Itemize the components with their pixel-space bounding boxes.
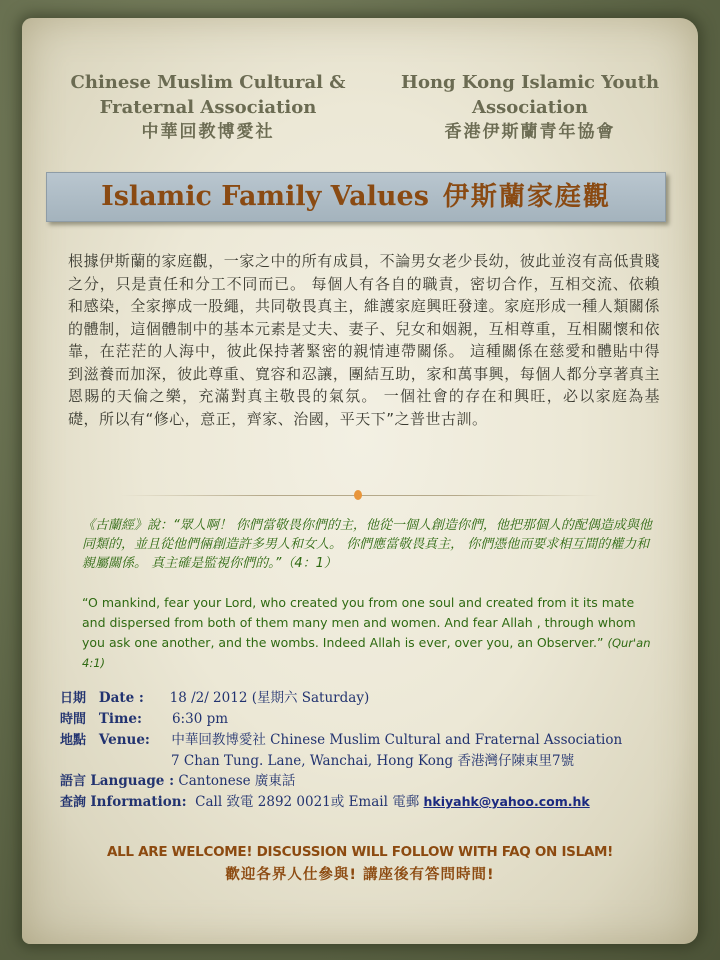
venue-value-line2: 7 Chan Tung. Lane, Wanchai, Hong Kong 香港灣仔陳東里7號 (171, 753, 575, 769)
language-label-zh: 語言 (60, 774, 87, 789)
organizer-right-name-line2: Association (472, 97, 588, 118)
quran-quote-en-text: “O mankind, fear your Lord, who created you from one soul and created from it its mate and dispersed from both of them many men and women. And fear Allah , through whom you ask one another, and the wombs. Indeed Allah is ever, over you, an Observer.” (82, 595, 636, 650)
organizer-left-name-line1: Chinese Muslim Cultural & (70, 72, 346, 93)
time-row (60, 709, 690, 730)
email-link[interactable]: hkiyahk@yahoo.com.hk (423, 794, 590, 809)
title-zh: 伊斯蘭家庭觀 (442, 182, 611, 212)
information-label-zh: 查詢 (60, 795, 87, 810)
organizer-left-name-line2: Fraternal Association (99, 97, 317, 118)
quran-quote-en (82, 593, 657, 673)
date-value: 18 /2/ 2012 (星期六 Saturday) (169, 690, 370, 706)
time-label-en: Time: (98, 711, 142, 727)
quran-quote-zh: 《古蘭經》說：“眾人啊！ 你們當敬畏你們的主，他從一個人創造你們，他把那個人的配偶造成與他同類的，並且從他們倆創造許多男人和女人。 你們應當敬畏真主， 你們憑他而要求相互間的權力和親屬關係。 真主確是監視你們的。”（4：1） (82, 518, 652, 571)
language-value: Cantonese 廣東話 (178, 773, 296, 789)
date-row (60, 688, 690, 709)
venue-row-2 (60, 751, 690, 771)
venue-value-line1: 中華回教博愛社 Chinese Muslim Cultural and Fraternal Association (171, 732, 623, 748)
title-en: Islamic Family Values (101, 181, 429, 212)
divider-ornament (354, 490, 362, 500)
event-details (60, 688, 690, 813)
date-label-en: Date : (98, 690, 144, 706)
welcome-message-en: ALL ARE WELCOME! DISCUSSION WILL FOLLOW WITH FAQ ON ISLAM! (106, 844, 614, 860)
organizer-right (390, 70, 670, 145)
title-banner (46, 172, 666, 222)
venue-row (60, 730, 690, 751)
time-label-zh: 時間 (60, 712, 87, 727)
organizer-left (58, 70, 358, 145)
organizer-left-name-zh: 中華回教博愛社 (141, 122, 275, 142)
organizer-right-name-line1: Hong Kong Islamic Youth (400, 72, 660, 93)
welcome-message-zh: 歡迎各界人仕參與! 講座後有答問時間! (225, 867, 495, 883)
information-label-en: Information: (90, 794, 187, 810)
information-row (60, 792, 690, 813)
intro-paragraph: 根據伊斯蘭的家庭觀，一家之中的所有成員，不論男女老少長幼，彼此並沒有高低貴賤之分，只是責任和分工不同而已。 每個人有各自的職責，密切合作，互相交流、依賴和感染，全家擰成一股繩，共同敬畏真主，維護家庭興旺發達。家庭形成一種人類關係的體制，這個體制中的基本元素是丈夫、妻子、兒女和姻親，互相尊重，互相關懷和依靠，在茫茫的人海中，彼此保持著緊密的親情連帶關係。 這種關係在慈愛和體貼中得到滋養而加深，彼此尊重、寬容和忍讓，團結互助，家和萬事興，每個人都分享著真主恩賜的天倫之樂，充滿對真主敬畏的氣氛。 一個社會的存在和興旺，必以家庭為基礎，所以有“修心，意正，齊家、治國，平天下”之普世古訓。 (68, 252, 660, 428)
organizer-right-name-zh: 香港伊斯蘭青年協會 (444, 122, 616, 142)
language-row (60, 771, 690, 792)
venue-label-en: Venue: (98, 732, 150, 748)
venue-label-zh: 地點 (60, 733, 87, 748)
time-value: 6:30 pm (171, 711, 229, 727)
information-value: Call 致電 2892 0021或 Email 電郵 (195, 794, 420, 810)
quran-reference: (Qur'an 4:1) (82, 636, 651, 670)
language-label-en: Language : (90, 773, 175, 789)
date-label-zh: 日期 (60, 691, 87, 706)
